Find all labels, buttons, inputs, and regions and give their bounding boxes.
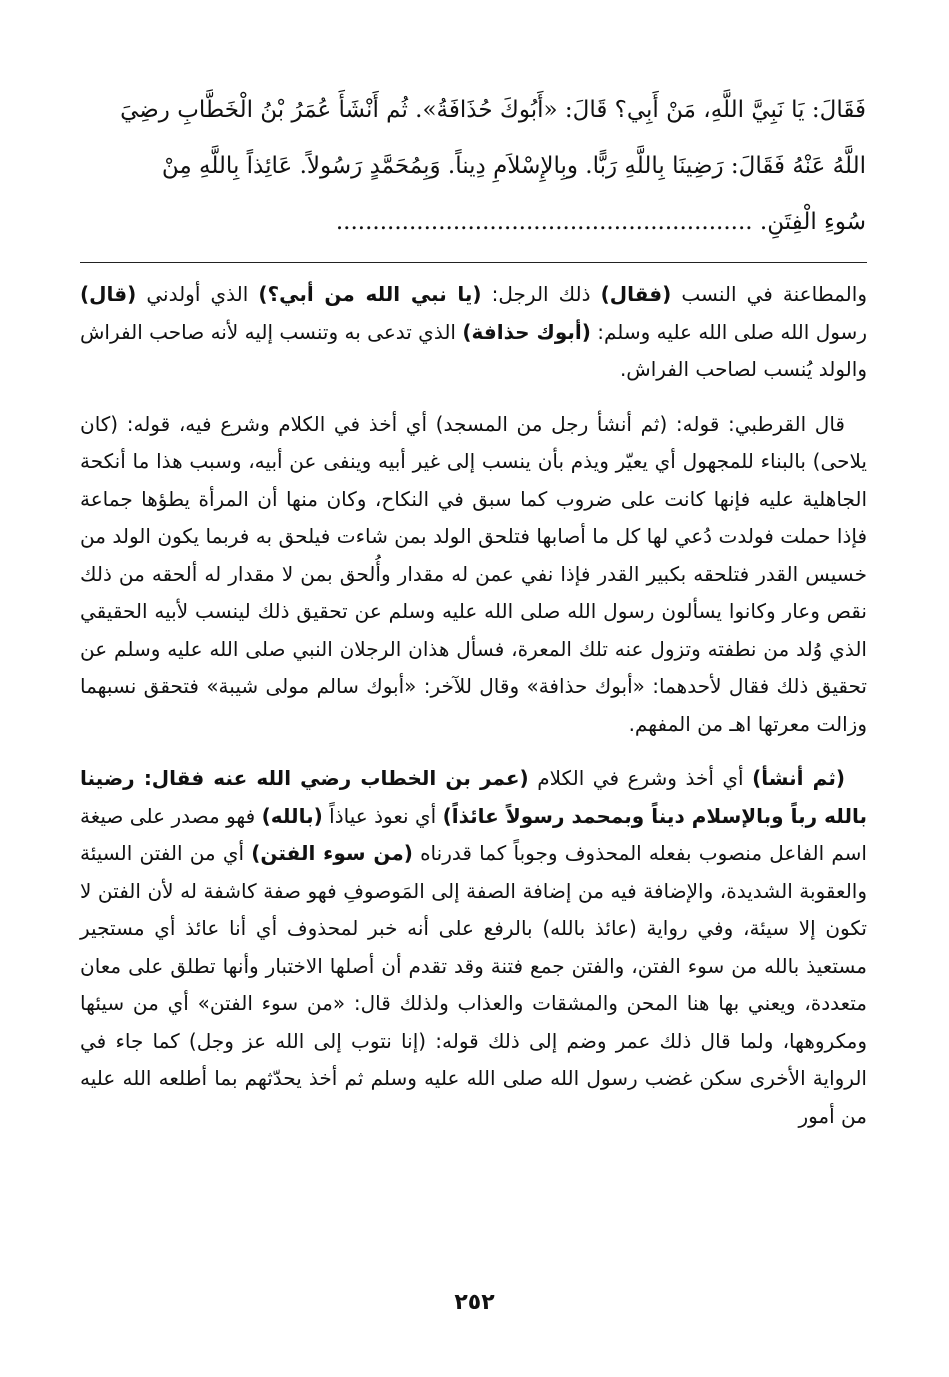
separator-rule <box>80 262 867 263</box>
text-run: فهو مصدر على صيغة اسم الفاعل منصوب بفعله المحذوف وجوباً كما قدرناه <box>80 803 867 865</box>
text-run: والمطاعنة في النسب <box>671 282 867 306</box>
hadith-line-text: سُوءِ الْفِتَنِ. <box>759 209 866 235</box>
hadith-line: فَقَالَ: يَا نَبِيَّ اللَّهِ، مَنْ أَبِي؟ قَالَ: «أَبُوكَ حُذَافَةُ». ثُم أَنْشَأَ عُمَرُ بْنُ الْخَطَّابِ رضِيَ <box>120 97 866 123</box>
bold-run: (يا نبي الله من أبي؟) <box>258 282 482 306</box>
page-number: ٢٥٢ <box>454 1290 495 1315</box>
text-run: ذلك الرجل: <box>481 282 601 306</box>
text-run: أي من الفتن السيئة والعقوبة الشديدة، والإضافة فيه من إضافة الصفة إلى المَوصوفِ فهو صفة كاشفة له لأن الفتن لا تكون إلا سيئة، وفي رواية (عائذ بالله) بالرفع على أنه خبر لمحذوف أي أنا عائذ أي مستجير مستعيذ بالله من سوء الفتن، والفتن جمع فتنة وقد تقدم أن أصلها الاختبار وأنها تطلق على معان متعددة، ويعني بها هنا المحن والمشقات والعذاب ولذلك قال: «من سوء الفتن» أي من سيئها ومكروهها، ولما قال ذلك عمر وضم إلى ذلك قوله: (إنا نتوب إلى الله عز وجل) كما جاء في الرواية الأخرى سكن غضب رسول الله صلى الله عليه وسلم ثم أخذ يحدّثهم بما أطلعه الله عليه من أمور <box>80 841 867 1128</box>
hadith-text <box>84 82 866 250</box>
hadith-line <box>84 194 866 250</box>
hadith-line: اللَّهُ عَنْهُ فَقَالَ: رَضِينَا بِاللَّهِ رَبًّا. وبِالإِسْلاَمِ دِيناً. وَبِمُحَمَّدٍ رَسُولاً. عَائِذاً بِاللَّهِ مِنْ <box>161 153 866 179</box>
text-run: أي أخذ وشرع في الكلام <box>528 766 753 790</box>
bold-run: (قال) <box>80 282 137 306</box>
text-run: رسول الله صلى الله عليه وسلم: <box>590 319 867 344</box>
commentary-paragraph <box>80 276 867 389</box>
bold-run: (من سوء الفتن) <box>251 841 413 865</box>
commentary-paragraph: قال القرطبي: قوله: (ثم أنشأ رجل من المسجد) أي أخذ في الكلام وشرع فيه، قوله: (كان يلاحى) بالبناء للمجهول أي يعيّر ويذم بأن ينسب إلى غير أبيه وينفى عن أبيه، وسبب هذا ما أنكحة الجاهلية عليه فإنها كانت على ضروب كما سبق في النكاح، وكان منها أن المرأة يطؤها جماعة فإذا حملت فولدت دُعي لها كل ما أصابها فتلحق الولد بمن شاءت فيلحق به فربما يكون الولد من خسيس القدر فتلحقه بكبير القدر فإذا نفي عمن له مقدار وأُلحق بمن لا مقدار له ألحقه من ذلك نقص وعار وكانوا يسألون رسول الله صلى الله عليه وسلم عن تحقيق ذلك لينسب لأبيه الحقيقي الذي وُلد من نطفته وتزول عنه تلك المعرة، فسأل هذان الرجلان النبي صلى الله عليه وسلم عن تحقيق ذلك فقال لأحدهما: «أبوك حذافة» وقال للآخر: «أبوك سالم مولى شيبة» فتحقق نسبهما وزالت معرتها اهـ من المفهم. <box>80 411 867 736</box>
text-run: أي نعوذ عياذاً <box>322 803 443 828</box>
text-run: الذي أولدني <box>136 282 259 306</box>
bold-run: (أبوك حذافة) <box>462 319 591 344</box>
text-run: الذي تدعى به وتنسب إليه لأنه صاحب الفراش والولد يُنسب لصاحب الفراش. <box>80 319 867 381</box>
commentary-text <box>80 276 867 1135</box>
dotted-leader: ......................................................... <box>335 209 753 235</box>
bold-run: (ثم أنشأ) <box>752 766 845 790</box>
bold-run: (بالله) <box>261 803 323 828</box>
commentary-paragraph <box>80 760 867 1135</box>
bold-run: (عمر بن الخطاب رضي الله عنه فقال: رضينا بالله رباً وبالإسلام ديناً وبمحمد رسولاً عائذاً) <box>80 766 867 828</box>
bold-run: (فقال) <box>600 282 672 306</box>
